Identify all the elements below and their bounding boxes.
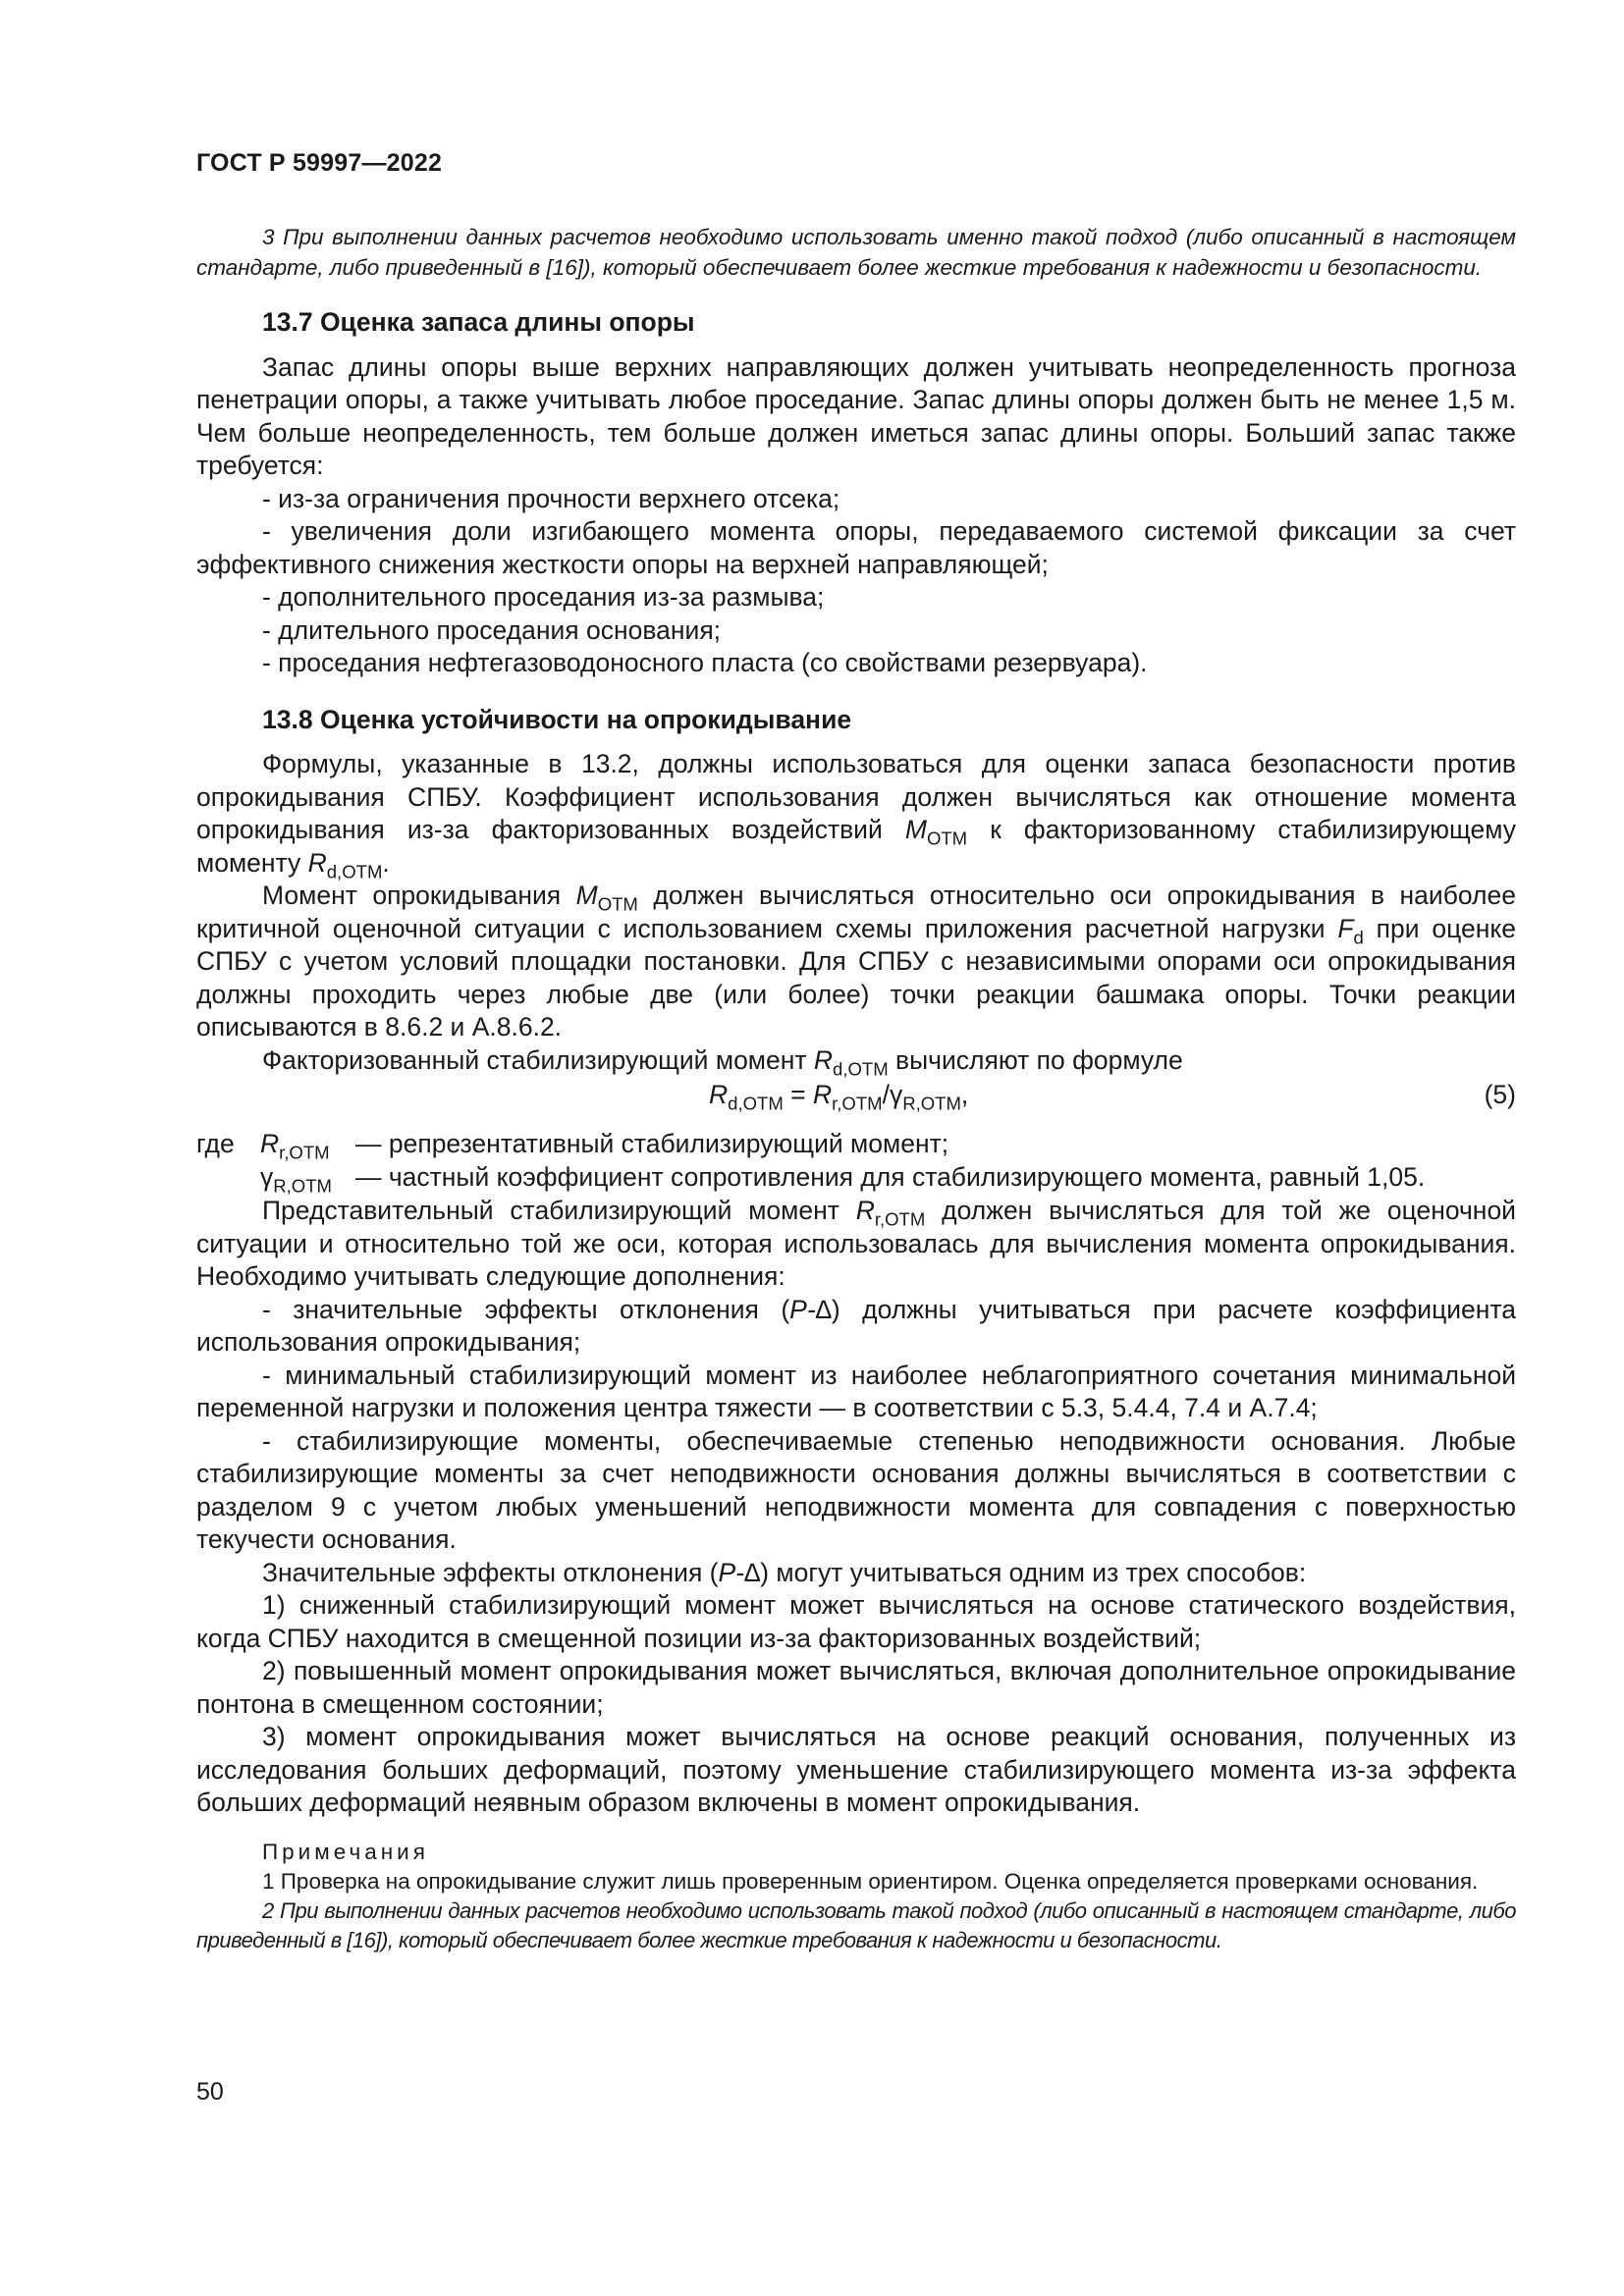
- list-item: - проседания нефтегазоводоносного пласта (со свойствами резервуара).: [262, 648, 1148, 677]
- paragraph: Запас длины опоры выше верхних направляющих должен учитывать неопределенность прогноза пенетрации опоры, а также учитывать любое проседание. Запас длины опоры должен быть не менее 1,5 м. Чем больше неопределенность, тем больше должен иметься запас длины опоры. Больший запас также требуется:: [196, 351, 1516, 480]
- list-item: - значительные эффекты отклонения (P-∆) должны учитываться при расчете коэффициента использования опрокидывания;: [196, 1294, 1516, 1357]
- page-content: [196, 222, 1516, 1955]
- list-item: - длительного проседания основания;: [262, 614, 722, 645]
- paragraph: Представительный стабилизирующий момент $R_{r,OTM}$ должен вычисляться для той же оценочной ситуации и относительно той же оси, которая использовалась для вычисления момента опрокидывания. Необходимо учитывать следующие дополнения:: [196, 1196, 1516, 1291]
- list-item: 1) сниженный стабилизирующий момент может вычисляться на основе статического воздействия, когда СПБУ находится в смещенной позиции из-за факторизованных воздействий;: [196, 1590, 1516, 1653]
- formula-expression: $R_{d,OTM} = R_{r,OTM}/\gamma_{R,OTM}$,: [709, 1080, 969, 1114]
- formula-number: (5): [1484, 1080, 1516, 1109]
- note-2: 2 При выполнении данных расчетов необходимо использовать такой подход (либо описанный в настоящем стандарте, либо приведенный в [16]), который обеспечивает более жесткие требования к надежности и безопасности.: [196, 1897, 1516, 1952]
- list-item: 3) момент опрокидывания может вычисляться на основе реакций основания, полученных из исследования больших деформаций, поэтому уменьшение стабилизирующего момента из-за эффекта больших деформаций неявным образом включены в момент опрокидывания.: [196, 1722, 1516, 1817]
- list-item: - стабилизирующие моменты, обеспечиваемые степенью неподвижности основания. Любые стабилизирующие моменты за счет неподвижности основания должны вычисляться в соответствии с разделом 9 с учетом любых уменьшений неподвижности момента для совпадения с поверхностью текучести основания.: [196, 1425, 1516, 1554]
- formula-5: [196, 1079, 1516, 1122]
- page-number: 50: [196, 2078, 224, 2106]
- top-note: 3 При выполнении данных расчетов необходимо использовать именно такой подход (либо описанный в настоящем стандарте, либо приведенный в [16]), который обеспечивает более жесткие требования к надежности и безопасности.: [196, 225, 1516, 280]
- list-item: - увеличения доли изгибающего момента опоры, передаваемого системой фиксации за счет эффективного снижения жесткости опоры на верхней направляющей;: [196, 516, 1516, 579]
- paragraph: Значительные эффекты отклонения (P-∆) могут учитываться одним из трех способов:: [262, 1557, 1307, 1587]
- paragraph: Факторизованный стабилизирующий момент $R_{d,OTM}$ вычисляют по формуле: [262, 1044, 1183, 1079]
- paragraph: Момент опрокидывания $M_{OTM}$ должен вычисляться относительно оси опрокидывания в наиболее критичной оценочной ситуации с использованием схемы приложения расчетной нагрузки $F_d$ при оценке СПБУ с учетом условий площадки постановки. Для СПБУ с независимыми опорами оси опрокидывания должны проходить через любые две (или более) точки реакции башмака опоры. Точки реакции описываются в 8.6.2 и А.8.6.2.: [196, 881, 1516, 1041]
- where-line-1: где $R_{r,OTM}$ — репрезентативный стабилизирующий момент;: [196, 1129, 949, 1163]
- section-title-13-8: 13.8 Оценка устойчивости на опрокидывание: [262, 704, 852, 734]
- where-line-2: $\gamma_{R,OTM}$ — частный коэффициент сопротивления для стабилизирующего момента, равный 1,05.: [260, 1162, 1426, 1197]
- document-header: ГОСТ Р 59997—2022: [196, 149, 443, 177]
- section-title-13-7: 13.7 Оценка запаса длины опоры: [262, 307, 695, 337]
- paragraph: Формулы, указанные в 13.2, должны использоваться для оценки запаса безопасности против опрокидывания СПБУ. Коэффициент использования должен вычисляться как отношение момента опрокидывания из-за факторизованных воздействий $M_{OTM}$ к факторизованному стабилизирующему моменту $R_{d,OTM}$.: [196, 749, 1517, 881]
- list-item: 2) повышенный момент опрокидывания может вычисляться, включая дополнительное опрокидывание понтона в смещенном состоянии;: [196, 1656, 1516, 1719]
- notes-title: Примечания: [262, 1839, 429, 1864]
- list-item: - минимальный стабилизирующий момент из наиболее неблагоприятного сочетания минимальной переменной нагрузки и положения центра тяжести — в соответствии с 5.3, 5.4.4, 7.4 и А.7.4;: [196, 1360, 1516, 1422]
- list-item: - из-за ограничения прочности верхнего отсека;: [262, 483, 840, 513]
- note-1: 1 Проверка на опрокидывание служит лишь проверенным ориентиром. Оценка определяется проверками основания.: [262, 1868, 1479, 1894]
- list-item: - дополнительного проседания из-за размыва;: [262, 582, 825, 612]
